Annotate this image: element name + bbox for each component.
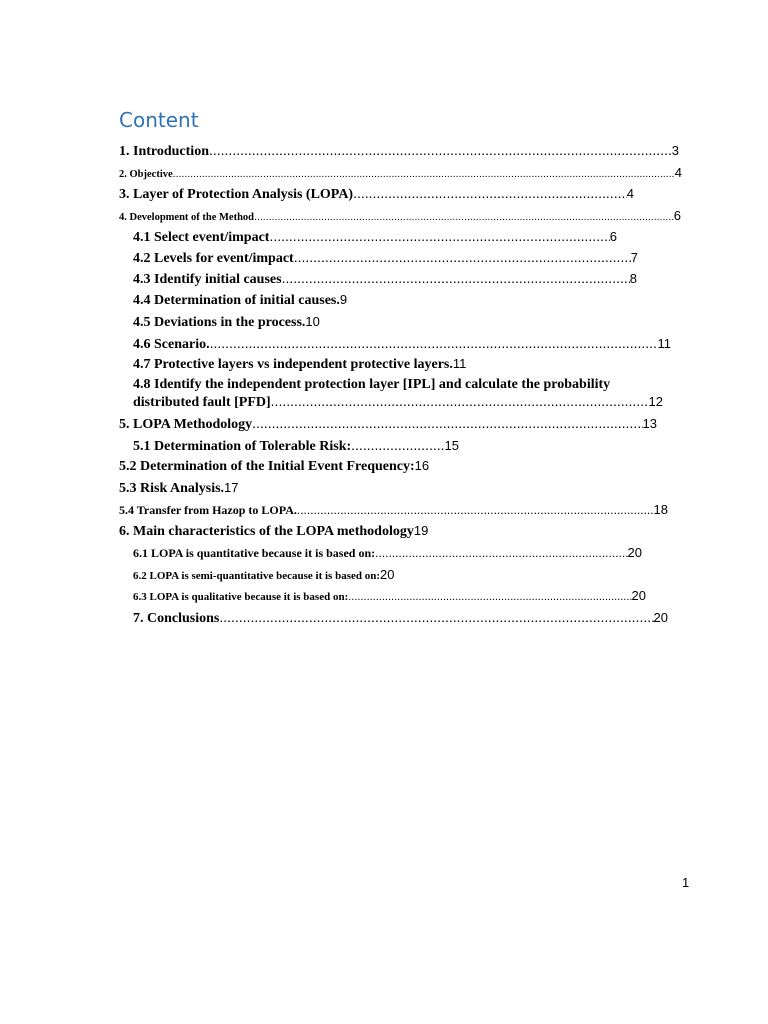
toc-entry-label: 1. Introduction [119, 144, 209, 159]
toc-entry-page: 12 [648, 394, 663, 409]
toc-title: Content [119, 108, 199, 132]
toc-entry-label: 5.4 Transfer from Hazop to LOPA. [119, 503, 297, 517]
toc-leader-dots [351, 437, 444, 453]
toc-entry-page: 13 [642, 416, 657, 431]
toc-entry[interactable] [119, 502, 668, 518]
toc-leader-dots [209, 142, 672, 158]
toc-entry-label: 4.7 Protective layers vs independent protective layers. [133, 357, 453, 372]
toc-entry[interactable] [119, 415, 657, 433]
toc-entry-label: 5.2 Determination of the Initial Event Frequency: [119, 459, 415, 474]
toc-entry-label: 5.3 Risk Analysis. [119, 481, 225, 496]
toc-entry-page: 19 [413, 523, 429, 538]
toc-entry-label: 4. Development of the Method [119, 212, 255, 223]
toc-entry-page: 6 [673, 208, 681, 223]
toc-leader-dots [269, 228, 609, 244]
toc-leader-dots [210, 335, 658, 351]
toc-entry-page: 4 [626, 186, 634, 201]
toc-entry-label: 4.6 Scenario. [133, 337, 210, 352]
toc-entry[interactable] [119, 142, 679, 160]
toc-entry-page: 15 [444, 438, 459, 453]
toc-entry[interactable] [133, 437, 459, 455]
toc-leader-dots [254, 211, 674, 223]
toc-entry-label: 4.8 Identify the independent protection layer [IPL] and calculate the probability [133, 377, 611, 392]
toc-entry-label: 6.3 LOPA is qualitative because it is based on: [133, 591, 349, 603]
toc-entry[interactable] [133, 314, 320, 331]
toc-leader-dots [173, 168, 675, 180]
toc-entry-label: 6. Main characteristics of the LOPA methodology [119, 524, 414, 539]
toc-leader-dots [297, 503, 654, 517]
toc-entry-label: 6.2 LOPA is semi-quantitative because it is based on: [133, 570, 381, 582]
toc-entry-page: 20 [380, 567, 395, 582]
toc-entry[interactable] [133, 335, 671, 353]
toc-entry-page: 20 [631, 588, 646, 603]
toc-entry-page: 18 [653, 502, 668, 517]
toc-entry-page: 7 [630, 250, 638, 265]
toc-entry[interactable] [133, 270, 637, 288]
toc-entry-label: 7. Conclusions [133, 611, 220, 626]
page-number: 1 [682, 875, 690, 890]
toc-leader-dots [375, 546, 627, 560]
toc-entry-page: 10 [305, 314, 320, 329]
toc-entry-page: 17 [224, 480, 239, 495]
toc-entry[interactable] [133, 545, 642, 561]
toc-leader-dots [282, 270, 630, 286]
toc-leader-dots [219, 609, 653, 625]
toc-entry[interactable] [119, 165, 682, 180]
toc-leader-dots [353, 185, 627, 201]
toc-entry-label: 4.1 Select event/impact [133, 230, 270, 245]
toc-entry-page: 16 [414, 458, 430, 473]
toc-entry[interactable] [119, 480, 239, 497]
toc-entry[interactable] [133, 609, 668, 627]
toc-entry-label: 4.3 Identify initial causes [133, 272, 282, 287]
toc-entry-page: 3 [671, 143, 679, 158]
toc-leader-dots [294, 249, 631, 265]
toc-entry[interactable] [133, 567, 394, 582]
toc-entry-page: 20 [653, 610, 668, 625]
toc-entry[interactable] [133, 292, 347, 309]
toc-entry-label: 4.2 Levels for event/impact [133, 251, 294, 266]
toc-entry-label: 4.5 Deviations in the process. [133, 315, 306, 330]
toc-entry-label: 6.1 LOPA is quantitative because it is based on: [133, 546, 376, 560]
toc-entry[interactable] [133, 228, 617, 246]
toc-entry-page: 8 [629, 271, 637, 286]
toc-entry-label: 3. Layer of Protection Analysis (LOPA) [119, 187, 354, 202]
toc-entry[interactable] [119, 523, 428, 540]
toc-entry[interactable] [133, 356, 466, 373]
toc-entry-label: 5. LOPA Methodology [119, 417, 253, 432]
toc-entry-page: 6 [609, 229, 617, 244]
toc-entry[interactable] [133, 377, 663, 411]
toc-entry-page: 9 [339, 292, 348, 307]
toc-entry[interactable] [133, 249, 638, 267]
toc-entry-page: 11 [452, 356, 467, 371]
toc-leader-dots [271, 393, 649, 409]
toc-entry[interactable] [119, 208, 681, 223]
toc-entry-page: 4 [674, 165, 682, 180]
toc-entry[interactable] [119, 458, 429, 475]
toc-entry[interactable] [119, 185, 634, 203]
toc-entry-label: 5.1 Determination of Tolerable Risk: [133, 439, 352, 454]
toc-entry-label: 4.4 Determination of initial causes. [133, 293, 340, 308]
toc-entry-label: 2. Objective [119, 169, 173, 180]
toc-leader-dots [252, 415, 642, 431]
toc-entry-page: 11 [657, 336, 671, 351]
toc-entry-page: 20 [627, 545, 642, 560]
toc-leader-dots [348, 591, 631, 603]
toc-entry[interactable] [133, 588, 646, 603]
toc-entry-label-continued: distributed fault [PFD] [133, 395, 271, 410]
